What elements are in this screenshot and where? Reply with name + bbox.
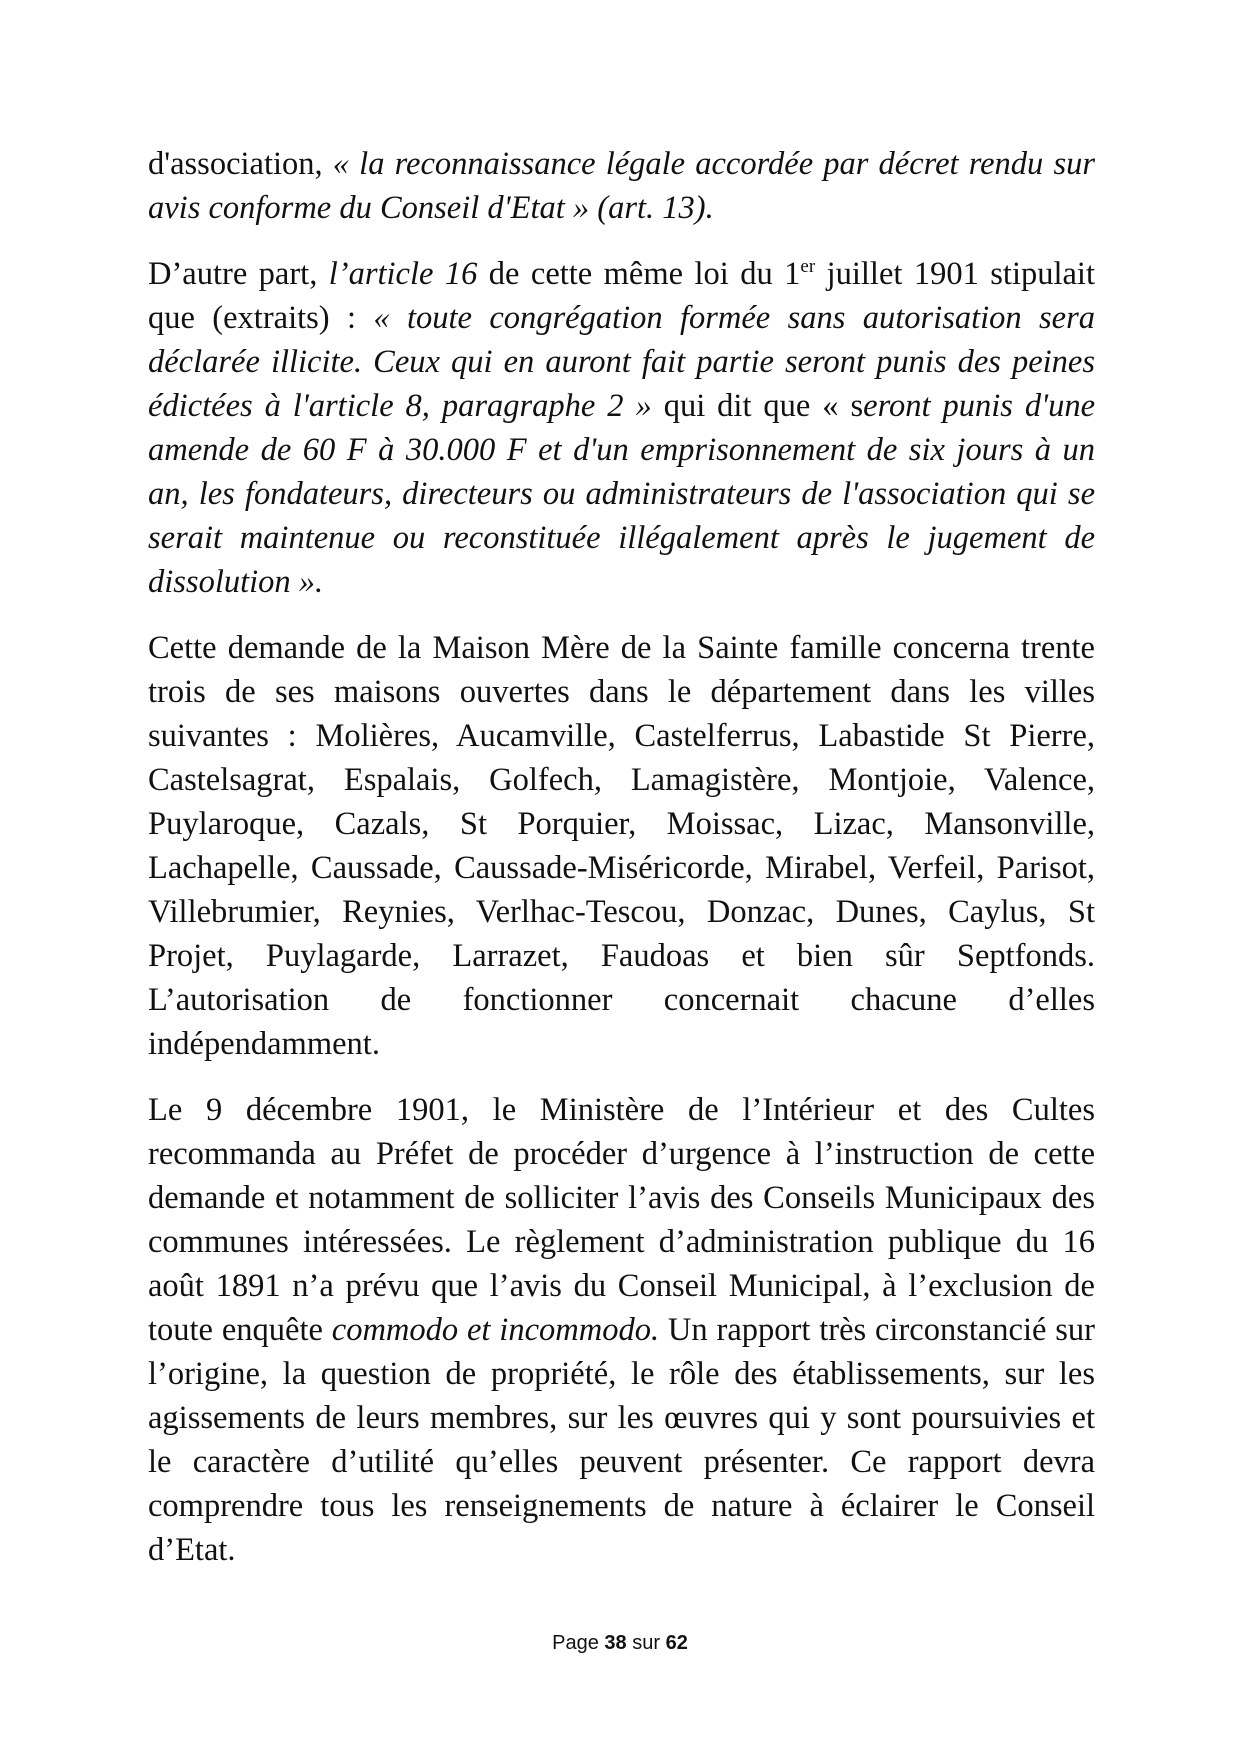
- paragraph-2: [148, 252, 1095, 604]
- text-run: Le 9 décembre 1901, le Ministère de l’Intérieur et des Cultes recommanda au Préfet de procéder d’urgence à l’instruction de cette demande et notamment de solliciter l’avis des Conseils Municipaux des communes intéressées. Le règlement d’administration publique du 16 août 1891 n’a prévu que l’avis du Conseil Municipal, à l’exclusion de toute enquête: [148, 1092, 1095, 1348]
- total-pages-number: 62: [665, 1632, 688, 1654]
- quote-italic: eront punis d'une amende de 60 F à 30.000 F et d'un emprisonnement de six jours à un an, les fondateurs, directeurs ou administrateurs de l'association qui se serait maintenue ou reconstituée illégalement après le jugement de dissolution ».: [148, 388, 1095, 600]
- latin-phrase-italic: commodo et incommodo.: [331, 1312, 660, 1348]
- quote-italic: « la reconnaissance légale accordée par décret rendu sur avis conforme du Conseil d'Etat » (art. 13).: [148, 146, 1095, 226]
- text-run: qui dit que « s: [651, 388, 864, 424]
- text-run: Un rapport très circonstancié sur l’origine, la question de propriété, le rôle des établissements, sur les agissements de leurs membres, sur les œuvres qui y sont poursuivies et le caractère d’utilité qu’elles peuvent présenter. Ce rapport devra comprendre tous les renseignements de nature à éclairer le Conseil d’Etat.: [148, 1312, 1096, 1568]
- footer-prefix: Page: [552, 1632, 605, 1654]
- text-run: d'association,: [148, 146, 333, 182]
- page-footer: [0, 1632, 1240, 1655]
- article-reference-italic: l’article 16: [328, 256, 478, 292]
- text-run: juillet 1901 stipulait que (extraits) :: [148, 256, 1095, 336]
- text-run: de cette même loi du 1: [477, 256, 801, 292]
- paragraph-3: Cette demande de la Maison Mère de la Sainte famille concerna trente trois de ses maisons ouvertes dans le département dans les villes suivantes : Molières, Aucamville, Castelferrus, Labastide St Pierre, Castelsagrat, Espalais, Golfech, Lamagistère, Montjoie, Valence, Puylaroque, Cazals, St Porquier, Moissac, Lizac, Mansonville, Lachapelle, Caussade, Caussade-Miséricorde, Mirabel, Verfeil, Parisot, Villebrumier, Reynies, Verlhac-Tescou, Donzac, Dunes, Caylus, St Projet, Puylagarde, Larrazet, Faudoas et bien sûr Septfonds. L’autorisation de fonctionner concernait chacune d’elles indépendamment.: [148, 630, 1095, 1062]
- text-run: D’autre part,: [148, 256, 329, 292]
- page-body: [148, 142, 1095, 1594]
- current-page-number: 38: [604, 1632, 627, 1654]
- ordinal-superscript: er: [800, 256, 816, 278]
- quote-italic: « toute congrégation formée sans autorisation sera déclarée illicite. Ceux qui en auront fait partie seront punis des peines édictées à l'article 8, paragraphe 2 »: [148, 300, 1096, 424]
- footer-middle: sur: [626, 1632, 666, 1654]
- paragraph-4: [148, 1088, 1095, 1572]
- paragraph-1: [148, 142, 1095, 230]
